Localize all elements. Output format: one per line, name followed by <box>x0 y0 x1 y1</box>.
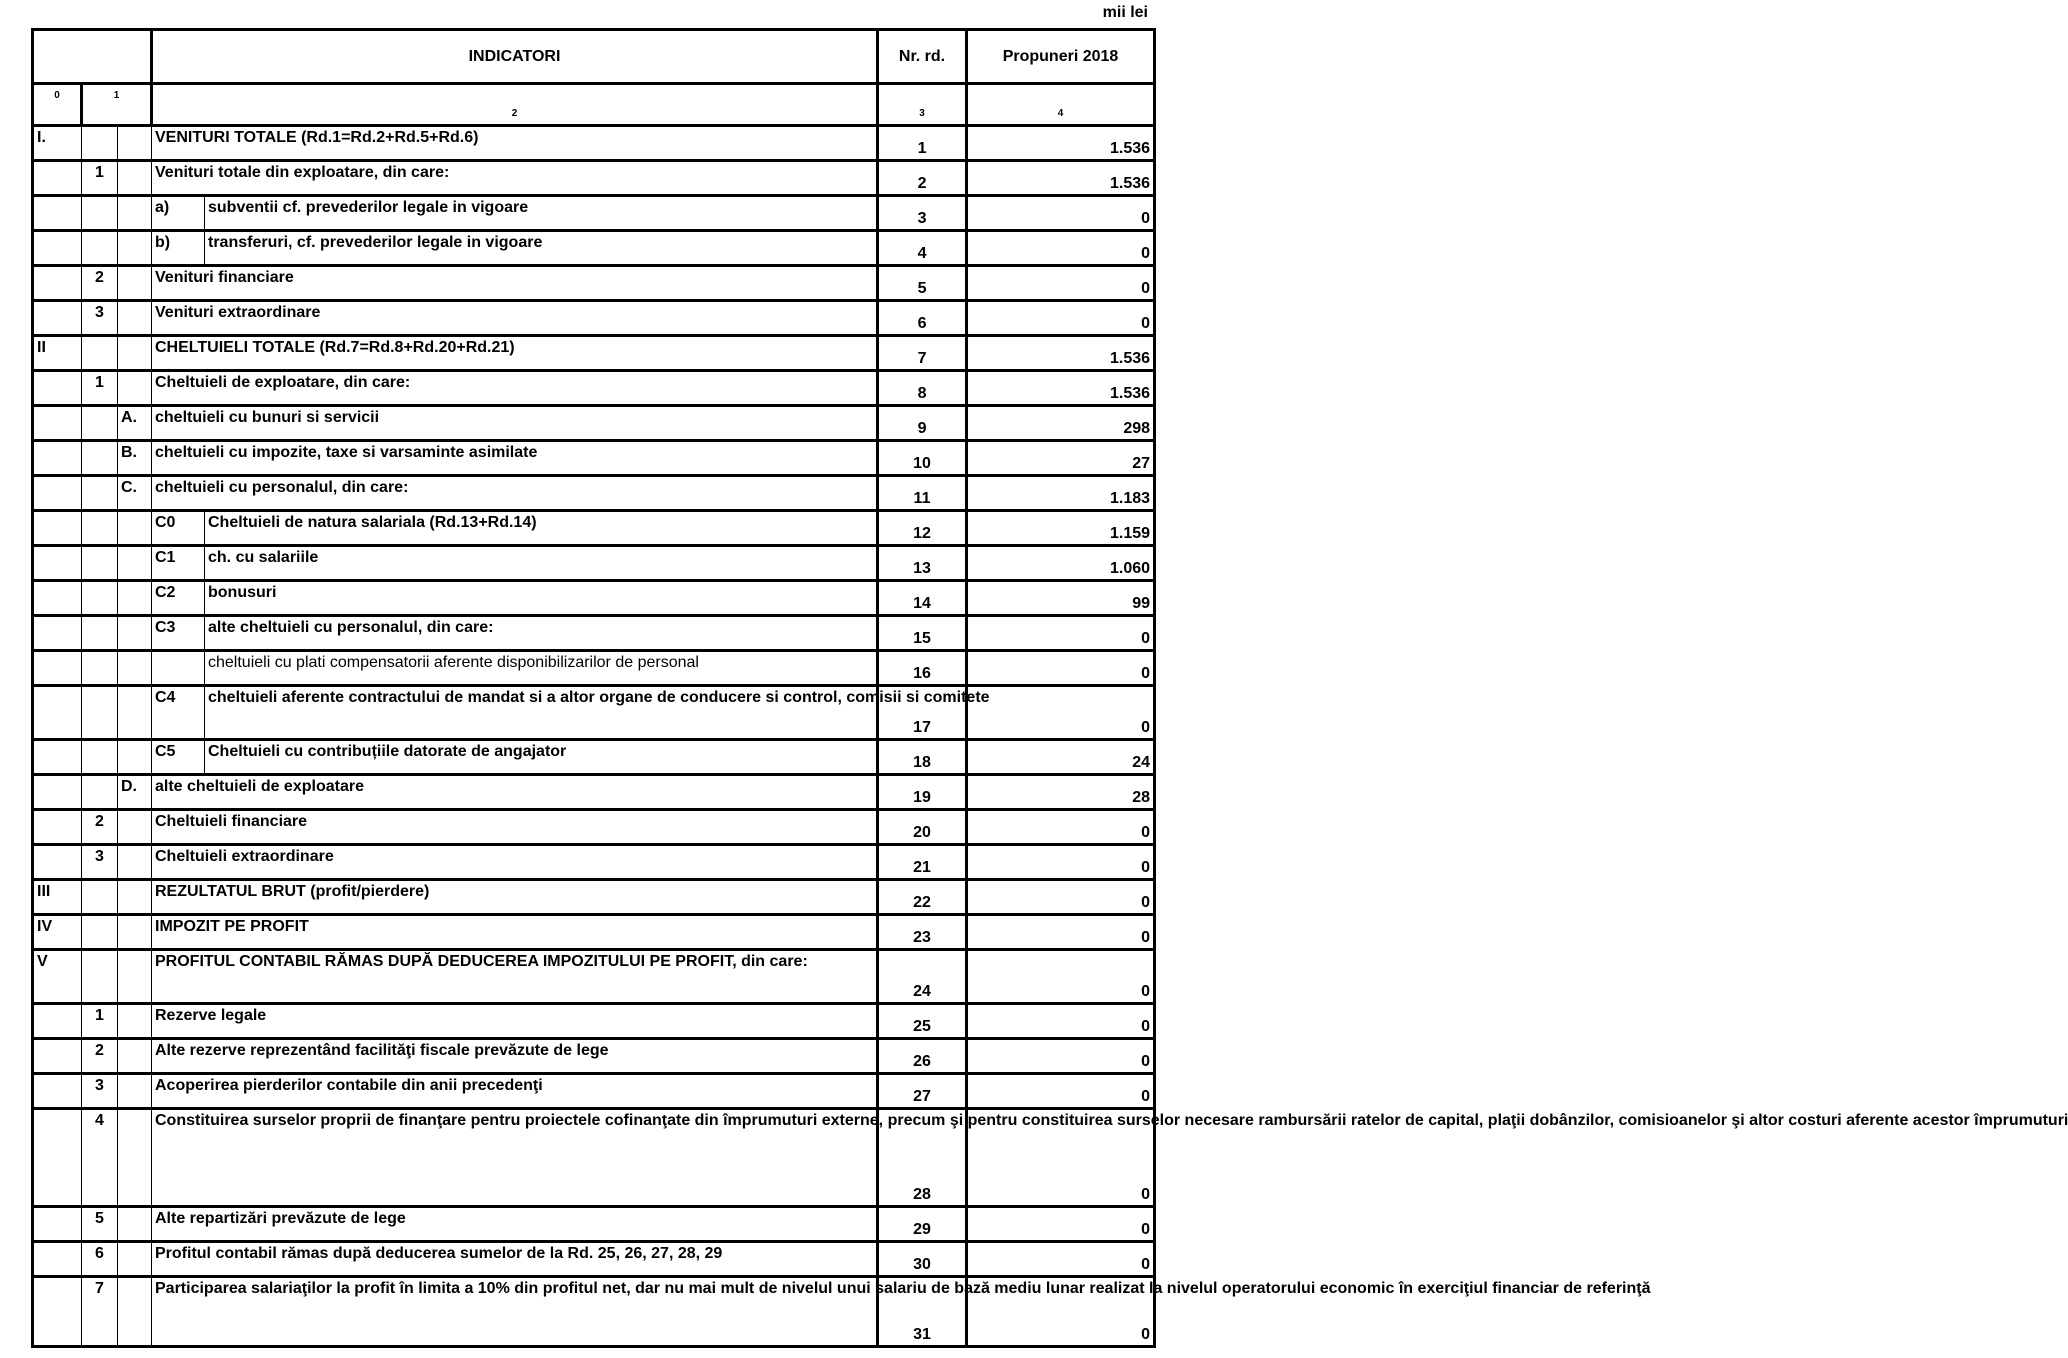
sub-item-code-cell: C5 <box>152 740 205 775</box>
row-number-cell: 20 <box>878 810 967 845</box>
sub-item-code-cell: C2 <box>152 581 205 616</box>
subsection-cell <box>118 336 152 371</box>
value-cell: 0 <box>967 845 1155 880</box>
section-number-cell <box>82 476 118 511</box>
roman-numeral-cell <box>33 196 82 231</box>
table-header-row <box>33 30 1155 84</box>
table-row <box>33 950 1155 1004</box>
value-cell: 0 <box>967 810 1155 845</box>
table-row <box>33 810 1155 845</box>
subsection-cell <box>118 1207 152 1242</box>
section-number-cell: 1 <box>82 1004 118 1039</box>
table-row <box>33 371 1155 406</box>
subsection-cell <box>118 810 152 845</box>
section-number-cell <box>82 686 118 740</box>
indicator-label: alte cheltuieli cu personalul, din care: <box>205 616 878 651</box>
value-cell: 0 <box>967 616 1155 651</box>
indicator-label: cheltuieli cu plati compensatorii aferente disponibilizarilor de personal <box>205 651 878 686</box>
table-row <box>33 880 1155 915</box>
value-cell: 0 <box>967 196 1155 231</box>
value-cell: 27 <box>967 441 1155 476</box>
indicator-label: subventii cf. prevederilor legale in vigoare <box>205 196 878 231</box>
value-cell: 0 <box>967 1207 1155 1242</box>
sub-item-code-cell <box>152 651 205 686</box>
indicator-label: Cheltuieli financiare <box>152 810 878 845</box>
roman-numeral-cell <box>33 845 82 880</box>
table-row <box>33 196 1155 231</box>
sub-item-code-cell: C3 <box>152 616 205 651</box>
roman-numeral-cell <box>33 1074 82 1109</box>
indicator-label: Cheltuieli de natura salariala (Rd.13+Rd.14) <box>205 511 878 546</box>
roman-numeral-cell <box>33 581 82 616</box>
section-number-cell: 7 <box>82 1277 118 1347</box>
table-row <box>33 406 1155 441</box>
value-cell: 0 <box>967 1109 1155 1207</box>
subsection-cell <box>118 231 152 266</box>
row-number-cell: 18 <box>878 740 967 775</box>
subsection-cell <box>118 1109 152 1207</box>
indicator-label: Profitul contabil rămas după deducerea sumelor de la Rd. 25, 26, 27, 28, 29 <box>152 1242 878 1277</box>
row-number-cell: 12 <box>878 511 967 546</box>
header-propuneri: Propuneri 2018 <box>967 30 1155 84</box>
row-number-cell: 8 <box>878 371 967 406</box>
subsection-letter-cell: A. <box>118 406 152 441</box>
unit-label: mii lei <box>1102 4 1148 21</box>
row-number-cell: 26 <box>878 1039 967 1074</box>
table-row <box>33 616 1155 651</box>
row-number-cell: 5 <box>878 266 967 301</box>
table-body <box>33 126 2068 1347</box>
roman-numeral-cell <box>33 406 82 441</box>
subsection-cell <box>118 845 152 880</box>
roman-numeral-cell <box>33 161 82 196</box>
table-row <box>33 511 1155 546</box>
col-number-4: 4 <box>967 84 1155 126</box>
roman-numeral-cell <box>33 1004 82 1039</box>
indicator-label: Rezerve legale <box>152 1004 878 1039</box>
row-number-cell: 25 <box>878 1004 967 1039</box>
row-number-cell: 1 <box>878 126 967 161</box>
indicator-label: Alte repartizări prevăzute de lege <box>152 1207 878 1242</box>
value-cell: 0 <box>967 1277 1155 1347</box>
value-cell: 0 <box>967 915 1155 950</box>
table-row <box>33 1277 1155 1347</box>
roman-numeral-cell <box>33 1207 82 1242</box>
row-number-cell: 2 <box>878 161 967 196</box>
row-number-cell: 11 <box>878 476 967 511</box>
value-cell: 0 <box>967 1074 1155 1109</box>
subsection-cell <box>118 1242 152 1277</box>
section-number-cell: 6 <box>82 1242 118 1277</box>
indicator-label: VENITURI TOTALE (Rd.1=Rd.2+Rd.5+Rd.6) <box>152 126 878 161</box>
roman-numeral-cell <box>33 810 82 845</box>
section-number-cell: 1 <box>82 371 118 406</box>
subsection-cell <box>118 301 152 336</box>
roman-numeral-cell <box>33 301 82 336</box>
section-number-cell <box>82 406 118 441</box>
indicator-label: Participarea salariaţilor la profit în limita a 10% din profitul net, dar nu mai mult de nivelul unui salariu de bază mediu lunar realizat la nivelul operatorului economic în exerciţiul financiar de referinţă <box>152 1277 878 1347</box>
row-number-cell: 3 <box>878 196 967 231</box>
table-row <box>33 651 1155 686</box>
subsection-cell <box>118 511 152 546</box>
subsection-cell <box>118 740 152 775</box>
row-number-cell: 10 <box>878 441 967 476</box>
value-cell: 0 <box>967 1242 1155 1277</box>
value-cell: 298 <box>967 406 1155 441</box>
budget-table <box>31 28 2068 1348</box>
section-number-cell: 2 <box>82 810 118 845</box>
sub-item-code-cell: C1 <box>152 546 205 581</box>
indicator-label: Cheltuieli extraordinare <box>152 845 878 880</box>
col-number-0: 0 <box>33 84 82 126</box>
indicator-label: Cheltuieli de exploatare, din care: <box>152 371 878 406</box>
roman-numeral-cell <box>33 1242 82 1277</box>
value-cell: 99 <box>967 581 1155 616</box>
roman-numeral-cell <box>33 616 82 651</box>
row-number-cell: 9 <box>878 406 967 441</box>
value-cell: 1.536 <box>967 336 1155 371</box>
row-number-cell: 19 <box>878 775 967 810</box>
section-number-cell: 1 <box>82 161 118 196</box>
table-row <box>33 231 1155 266</box>
section-number-cell <box>82 231 118 266</box>
header-nr-rd: Nr. rd. <box>878 30 967 84</box>
table-row <box>33 266 1155 301</box>
sub-item-code-cell: a) <box>152 196 205 231</box>
sub-item-code-cell: C4 <box>152 686 205 740</box>
table-row <box>33 1109 1155 1207</box>
section-number-cell <box>82 880 118 915</box>
subsection-cell <box>118 686 152 740</box>
row-number-cell: 24 <box>878 950 967 1004</box>
table-row <box>33 546 1155 581</box>
indicator-label: ch. cu salariile <box>205 546 878 581</box>
subsection-cell <box>118 651 152 686</box>
section-number-cell <box>82 126 118 161</box>
value-cell: 1.183 <box>967 476 1155 511</box>
value-cell: 1.060 <box>967 546 1155 581</box>
subsection-cell <box>118 581 152 616</box>
subsection-cell <box>118 371 152 406</box>
row-number-cell: 14 <box>878 581 967 616</box>
subsection-letter-cell: B. <box>118 441 152 476</box>
value-cell: 0 <box>967 1004 1155 1039</box>
roman-numeral-cell <box>33 1277 82 1347</box>
subsection-cell <box>118 196 152 231</box>
row-number-cell: 15 <box>878 616 967 651</box>
section-number-cell: 3 <box>82 1074 118 1109</box>
subsection-letter-cell: C. <box>118 476 152 511</box>
table-row <box>33 1039 1155 1074</box>
indicator-label: cheltuieli cu impozite, taxe si varsaminte asimilate <box>152 441 878 476</box>
header-indicatori: INDICATORI <box>152 30 878 84</box>
value-cell: 1.159 <box>967 511 1155 546</box>
roman-numeral-cell: I. <box>33 126 82 161</box>
table-row <box>33 1004 1155 1039</box>
subsection-cell <box>118 1039 152 1074</box>
section-number-cell: 4 <box>82 1109 118 1207</box>
section-number-cell: 5 <box>82 1207 118 1242</box>
row-number-cell: 28 <box>878 1109 967 1207</box>
section-number-cell <box>82 950 118 1004</box>
roman-numeral-cell: II <box>33 336 82 371</box>
section-number-cell <box>82 740 118 775</box>
roman-numeral-cell <box>33 441 82 476</box>
table-row <box>33 441 1155 476</box>
table-row <box>33 1074 1155 1109</box>
roman-numeral-cell: IV <box>33 915 82 950</box>
section-number-cell: 3 <box>82 301 118 336</box>
table-row <box>33 581 1155 616</box>
indicator-label: Constituirea surselor proprii de finanţare pentru proiectele cofinanţate din împrumuturi externe, precum şi pentru constituirea surselor necesare rambursării ratelor de capital, plaţii dobânzilor, comisioanelor şi altor costuri aferente acestor împrumuturi <box>152 1109 878 1207</box>
value-cell: 0 <box>967 880 1155 915</box>
subsection-cell <box>118 1277 152 1347</box>
value-cell: 1.536 <box>967 371 1155 406</box>
table-row <box>33 740 1155 775</box>
indicator-label: bonusuri <box>205 581 878 616</box>
indicator-label: cheltuieli cu bunuri si servicii <box>152 406 878 441</box>
value-cell: 0 <box>967 231 1155 266</box>
row-number-cell: 4 <box>878 231 967 266</box>
subsection-letter-cell: D. <box>118 775 152 810</box>
indicator-label: Cheltuieli cu contribuțiile datorate de angajator <box>205 740 878 775</box>
indicator-label: transferuri, cf. prevederilor legale in vigoare <box>205 231 878 266</box>
roman-numeral-cell <box>33 1109 82 1207</box>
roman-numeral-cell <box>33 686 82 740</box>
row-number-cell: 27 <box>878 1074 967 1109</box>
value-cell: 0 <box>967 651 1155 686</box>
indicator-label: Venituri totale din exploatare, din care: <box>152 161 878 196</box>
roman-numeral-cell <box>33 371 82 406</box>
col-number-1: 1 <box>82 84 152 126</box>
value-cell: 0 <box>967 1039 1155 1074</box>
section-number-cell: 3 <box>82 845 118 880</box>
table-row <box>33 126 1155 161</box>
table-row <box>33 161 1155 196</box>
roman-numeral-cell: V <box>33 950 82 1004</box>
indicator-label: Venituri extraordinare <box>152 301 878 336</box>
header-blank-cell <box>33 30 152 84</box>
indicator-label: Alte rezerve reprezentând facilităţi fiscale prevăzute de lege <box>152 1039 878 1074</box>
row-number-cell: 31 <box>878 1277 967 1347</box>
section-number-cell <box>82 336 118 371</box>
indicator-label: Acoperirea pierderilor contabile din anii precedenţi <box>152 1074 878 1109</box>
value-cell: 0 <box>967 950 1155 1004</box>
value-cell: 24 <box>967 740 1155 775</box>
roman-numeral-cell <box>33 511 82 546</box>
table-row <box>33 336 1155 371</box>
section-number-cell <box>82 511 118 546</box>
col-number-3: 3 <box>878 84 967 126</box>
row-number-cell: 7 <box>878 336 967 371</box>
indicator-label: alte cheltuieli de exploatare <box>152 775 878 810</box>
roman-numeral-cell <box>33 1039 82 1074</box>
column-number-row <box>33 84 1155 126</box>
subsection-cell <box>118 126 152 161</box>
value-cell: 0 <box>967 686 1155 740</box>
roman-numeral-cell <box>33 740 82 775</box>
table-row <box>33 775 1155 810</box>
roman-numeral-cell <box>33 266 82 301</box>
table-row <box>33 1242 1155 1277</box>
subsection-cell <box>118 1074 152 1109</box>
value-cell: 28 <box>967 775 1155 810</box>
roman-numeral-cell <box>33 775 82 810</box>
subsection-cell <box>118 546 152 581</box>
subsection-cell <box>118 1004 152 1039</box>
table-row <box>33 476 1155 511</box>
roman-numeral-cell <box>33 476 82 511</box>
subsection-cell <box>118 616 152 651</box>
row-number-cell: 6 <box>878 301 967 336</box>
value-cell: 0 <box>967 266 1155 301</box>
indicator-label: IMPOZIT PE PROFIT <box>152 915 878 950</box>
section-number-cell <box>82 546 118 581</box>
subsection-cell <box>118 915 152 950</box>
row-number-cell: 30 <box>878 1242 967 1277</box>
section-number-cell <box>82 915 118 950</box>
table-row <box>33 301 1155 336</box>
section-number-cell: 2 <box>82 1039 118 1074</box>
section-number-cell <box>82 616 118 651</box>
indicator-label: REZULTATUL BRUT (profit/pierdere) <box>152 880 878 915</box>
table-row <box>33 686 1155 740</box>
value-cell: 1.536 <box>967 161 1155 196</box>
indicator-label: PROFITUL CONTABIL RĂMAS DUPĂ DEDUCEREA IMPOZITULUI PE PROFIT, din care: <box>152 950 878 1004</box>
value-cell: 1.536 <box>967 126 1155 161</box>
row-number-cell: 16 <box>878 651 967 686</box>
value-cell: 0 <box>967 301 1155 336</box>
roman-numeral-cell <box>33 231 82 266</box>
row-number-cell: 13 <box>878 546 967 581</box>
subsection-cell <box>118 950 152 1004</box>
table-row <box>33 1207 1155 1242</box>
sub-item-code-cell: b) <box>152 231 205 266</box>
section-number-cell <box>82 651 118 686</box>
indicator-label: cheltuieli cu personalul, din care: <box>152 476 878 511</box>
table-row <box>33 845 1155 880</box>
indicator-label: Venituri financiare <box>152 266 878 301</box>
row-number-cell: 23 <box>878 915 967 950</box>
indicator-label: CHELTUIELI TOTALE (Rd.7=Rd.8+Rd.20+Rd.21) <box>152 336 878 371</box>
section-number-cell <box>82 441 118 476</box>
subsection-cell <box>118 266 152 301</box>
subsection-cell <box>118 880 152 915</box>
row-number-cell: 29 <box>878 1207 967 1242</box>
section-number-cell <box>82 775 118 810</box>
roman-numeral-cell <box>33 651 82 686</box>
col-number-2: 2 <box>152 84 878 126</box>
row-number-cell: 21 <box>878 845 967 880</box>
section-number-cell <box>82 581 118 616</box>
subsection-cell <box>118 161 152 196</box>
section-number-cell <box>82 196 118 231</box>
row-number-cell: 17 <box>878 686 967 740</box>
roman-numeral-cell: III <box>33 880 82 915</box>
section-number-cell: 2 <box>82 266 118 301</box>
indicator-label: cheltuieli aferente contractului de mandat si a altor organe de conducere si control, comisii si comitete <box>205 686 878 740</box>
sub-item-code-cell: C0 <box>152 511 205 546</box>
roman-numeral-cell <box>33 546 82 581</box>
row-number-cell: 22 <box>878 880 967 915</box>
table-row <box>33 915 1155 950</box>
